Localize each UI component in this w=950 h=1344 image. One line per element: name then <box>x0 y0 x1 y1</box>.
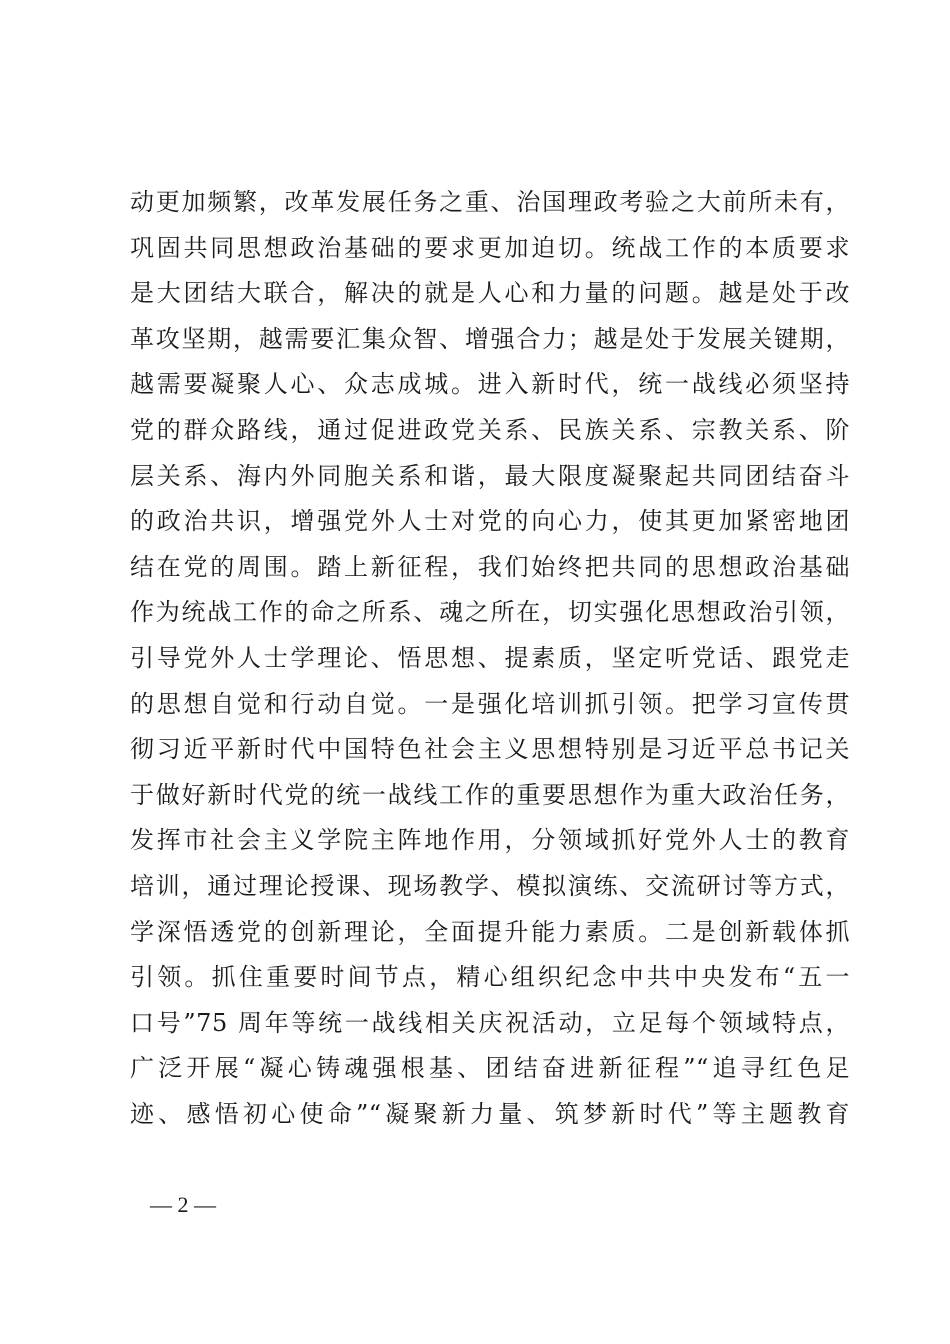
page-number: — 2 — <box>150 1192 216 1217</box>
text-line: 革攻坚期，越需要汇集众智、增强合力；越是处于发展关键期， <box>130 324 850 353</box>
text-line: 的思想自觉和行动自觉。一是强化培训抓引领。把学习宣传贯 <box>130 689 850 718</box>
text-line: 动更加频繁，改革发展任务之重、治国理政考验之大前所未有， <box>130 188 850 216</box>
text-line: 学深悟透党的创新理论，全面提升能力素质。二是创新载体抓 <box>130 917 850 946</box>
text-line: 于做好新时代党的统一战线工作的重要思想作为重大政治任务， <box>130 780 850 809</box>
text-line: 引导党外人士学理论、悟思想、提素质，坚定听党话、跟党走 <box>130 643 850 672</box>
text-line: 广泛开展“凝心铸魂强根基、团结奋进新征程”“追寻红色足 <box>130 1054 850 1083</box>
text-line: 是大团结大联合，解决的就是人心和力量的问题。越是处于改 <box>130 279 850 308</box>
text-line: 口号”75 周年等统一战线相关庆祝活动，立足每个领域特点， <box>130 1008 850 1037</box>
text-line: 发挥市社会主义学院主阵地作用，分领域抓好党外人士的教育 <box>130 826 850 855</box>
text-line: 引领。抓住重要时间节点，精心组织纪念中共中央发布“五一 <box>130 963 850 992</box>
text-line: 越需要凝聚人心、众志成城。进入新时代，统一战线必须坚持 <box>130 370 850 399</box>
body-text <box>130 180 850 1137</box>
text-line: 层关系、海内外同胞关系和谐，最大限度凝聚起共同团结奋斗 <box>130 461 850 490</box>
text-line: 结在党的周围。踏上新征程，我们始终把共同的思想政治基础 <box>130 552 850 581</box>
text-line: 迹、感悟初心使命”“凝聚新力量、筑梦新时代”等主题教育 <box>130 1099 850 1128</box>
text-line: 作为统战工作的命之所系、魂之所在，切实强化思想政治引领， <box>130 598 850 627</box>
text-line: 彻习近平新时代中国特色社会主义思想特别是习近平总书记关 <box>130 735 850 764</box>
text-line: 的政治共识，增强党外人士对党的向心力，使其更加紧密地团 <box>130 507 850 536</box>
text-line: 培训，通过理论授课、现场教学、模拟演练、交流研讨等方式， <box>130 871 850 900</box>
text-line: 巩固共同思想政治基础的要求更加迫切。统战工作的本质要求 <box>130 233 850 262</box>
text-line: 党的群众路线，通过促进政党关系、民族关系、宗教关系、阶 <box>130 415 850 444</box>
